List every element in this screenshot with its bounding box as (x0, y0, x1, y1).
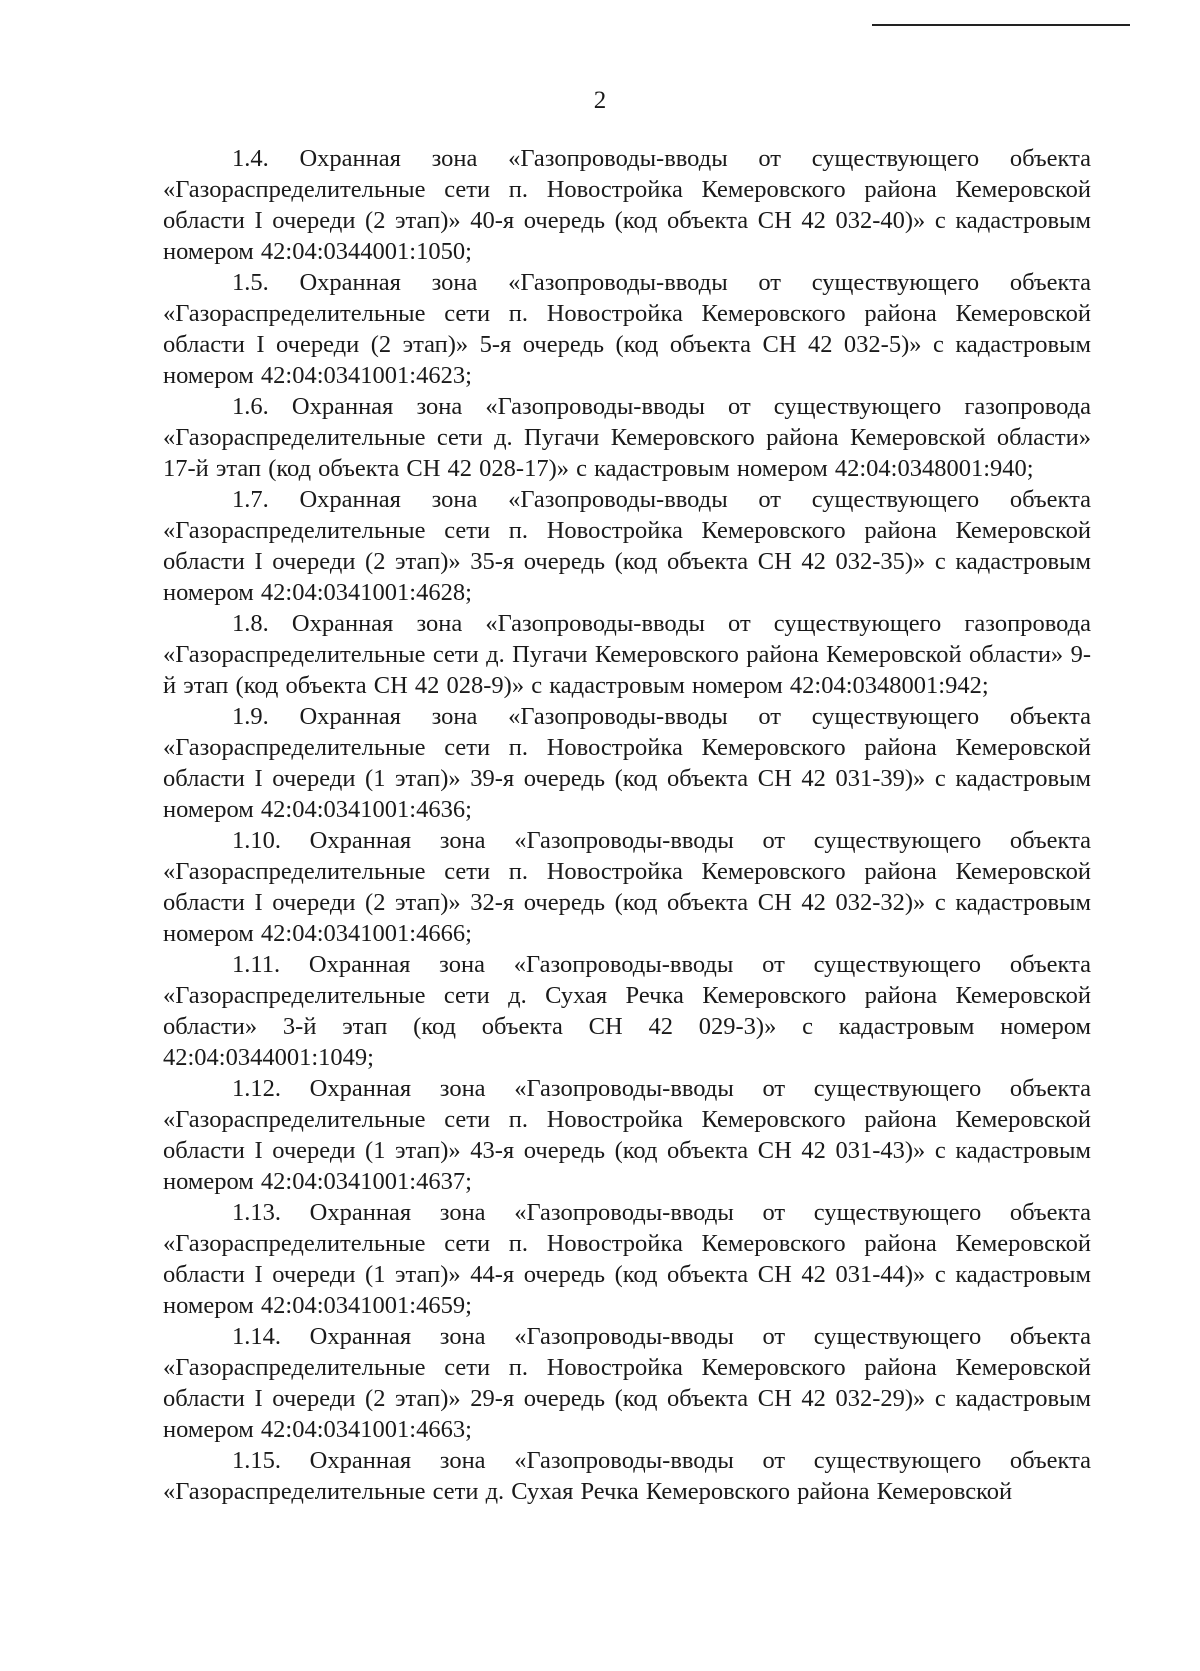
paragraph-1-11: 1.11. Охранная зона «Газопроводы-вводы от существующего объекта «Газораспределительные сети д. Сухая Речка Кемеровского района Кемеровской области» 3-й этап (код объекта СН 42 029-3)» с кадастровым номером 42:04:0344001:1049; (163, 951, 1091, 1071)
paragraph-1-8: 1.8. Охранная зона «Газопроводы-вводы от существующего газопровода «Газораспределительные сети д. Пугачи Кемеровского района Кемеровской области» 9-й этап (код объекта СН 42 028-9)» с кадастровым номером 42:04:0348001:942; (163, 610, 1091, 699)
paragraph-1-10: 1.10. Охранная зона «Газопроводы-вводы от существующего объекта «Газораспределительные сети п. Новостройка Кемеровского района Кемеровской области I очереди (2 этап)» 32-я очередь (код объекта СН 42 032-32)» с кадастровым номером 42:04:0341001:4666; (163, 827, 1091, 947)
page-number: 2 (593, 87, 607, 114)
paragraph-1-12: 1.12. Охранная зона «Газопроводы-вводы от существующего объекта «Газораспределительные сети п. Новостройка Кемеровского района Кемеровской области I очереди (1 этап)» 43-я очередь (код объекта СН 42 031-43)» с кадастровым номером 42:04:0341001:4637; (163, 1075, 1091, 1195)
header-rule (872, 24, 1130, 26)
paragraph-1-14: 1.14. Охранная зона «Газопроводы-вводы от существующего объекта «Газораспределительные сети п. Новостройка Кемеровского района Кемеровской области I очереди (2 этап)» 29-я очередь (код объекта СН 42 032-29)» с кадастровым номером 42:04:0341001:4663; (163, 1323, 1091, 1443)
paragraph-1-9: 1.9. Охранная зона «Газопроводы-вводы от существующего объекта «Газораспределительные сети п. Новостройка Кемеровского района Кемеровской области I очереди (1 этап)» 39-я очередь (код объекта СН 42 031-39)» с кадастровым номером 42:04:0341001:4636; (163, 703, 1091, 823)
document-body (163, 143, 1091, 1507)
paragraph-1-5: 1.5. Охранная зона «Газопроводы-вводы от существующего объекта «Газораспределительные сети п. Новостройка Кемеровского района Кемеровской области I очереди (2 этап)» 5-я очередь (код объекта СН 42 032-5)» с кадастровым номером 42:04:0341001:4623; (163, 269, 1091, 389)
paragraph-1-7: 1.7. Охранная зона «Газопроводы-вводы от существующего объекта «Газораспределительные сети п. Новостройка Кемеровского района Кемеровской области I очереди (2 этап)» 35-я очередь (код объекта СН 42 032-35)» с кадастровым номером 42:04:0341001:4628; (163, 486, 1091, 606)
paragraph-1-13: 1.13. Охранная зона «Газопроводы-вводы от существующего объекта «Газораспределительные сети п. Новостройка Кемеровского района Кемеровской области I очереди (1 этап)» 44-я очередь (код объекта СН 42 031-44)» с кадастровым номером 42:04:0341001:4659; (163, 1199, 1091, 1319)
paragraph-1-4: 1.4. Охранная зона «Газопроводы-вводы от существующего объекта «Газораспределительные сети п. Новостройка Кемеровского района Кемеровской области I очереди (2 этап)» 40-я очередь (код объекта СН 42 032-40)» с кадастровым номером 42:04:0344001:1050; (163, 145, 1091, 265)
paragraph-1-15: 1.15. Охранная зона «Газопроводы-вводы от существующего объекта «Газораспределительные сети д. Сухая Речка Кемеровского района Кемеровской (163, 1447, 1091, 1505)
paragraph-1-6: 1.6. Охранная зона «Газопроводы-вводы от существующего газопровода «Газораспределительные сети д. Пугачи Кемеровского района Кемеровской области» 17-й этап (код объекта СН 42 028-17)» с кадастровым номером 42:04:0348001:940; (163, 393, 1091, 482)
